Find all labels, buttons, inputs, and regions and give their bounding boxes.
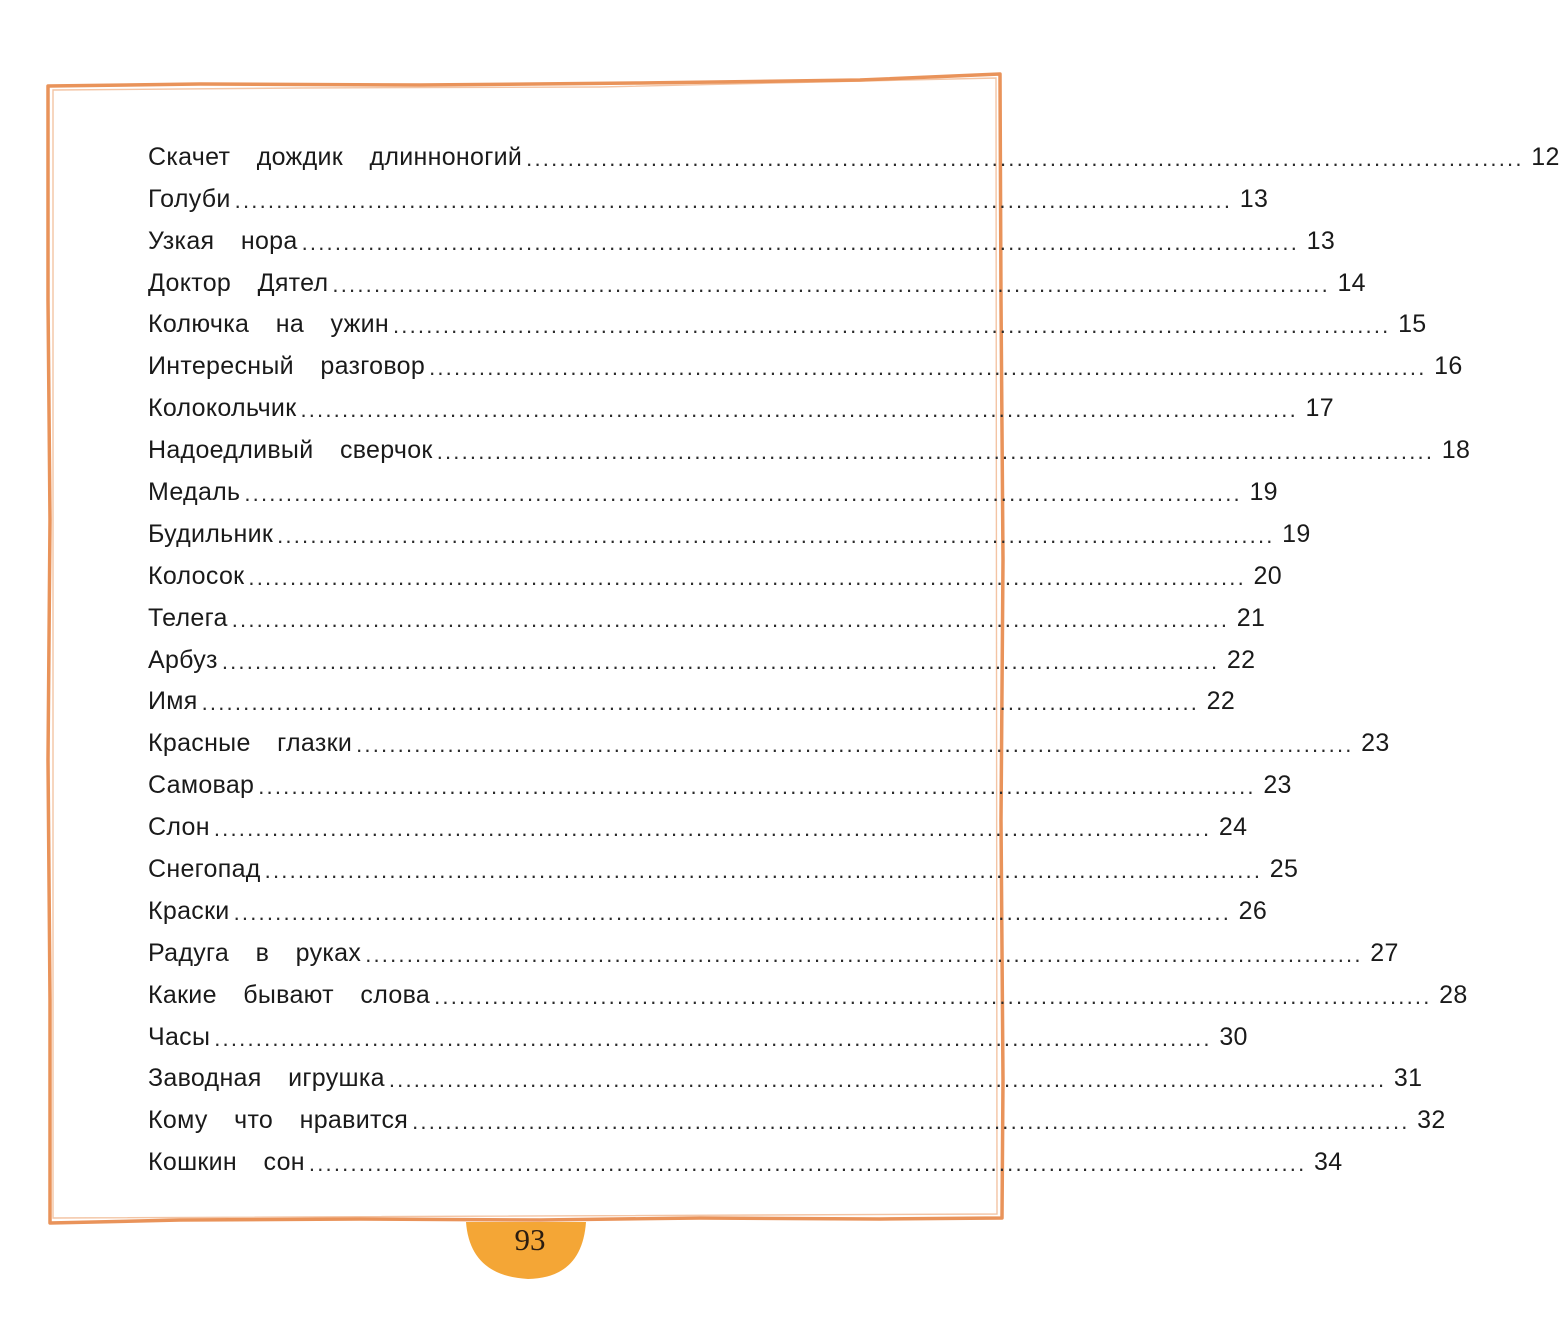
toc-entry-page: 21 — [1236, 603, 1266, 632]
toc-entry-title: Доктор Дятел — [148, 268, 329, 297]
toc-entry — [148, 1133, 1343, 1177]
toc-dot-leader: ........................................................................................................................ — [429, 355, 1427, 381]
toc-dot-leader: ........................................................................................................................ — [213, 816, 1212, 842]
toc-entry-title: Краски — [148, 896, 230, 925]
toc-entry-title: Интересный разговор — [148, 352, 426, 381]
toc-entry-title: Кому что нравится — [148, 1106, 409, 1135]
toc-dot-leader: ........................................................................................................................ — [277, 522, 1275, 548]
toc-entry-page: 31 — [1393, 1064, 1423, 1093]
toc-dot-leader: ........................................................................................................................ — [301, 229, 1300, 255]
toc-entry-page: 12 — [1531, 142, 1560, 171]
toc-entry — [148, 589, 1266, 632]
toc-dot-leader: ........................................................................................................................ — [412, 1109, 1410, 1135]
toc-entry-page: 13 — [1239, 184, 1269, 213]
toc-entry-page: 23 — [1263, 771, 1292, 800]
toc-entry — [148, 882, 1268, 925]
toc-entry — [148, 421, 1471, 465]
toc-dot-leader: ........................................................................................................................ — [221, 648, 1220, 674]
toc-entry-title: Заводная игрушка — [148, 1064, 385, 1093]
toc-entry-title: Надоедливый сверчок — [148, 436, 433, 465]
toc-entry — [148, 840, 1299, 884]
toc-entry-page: 22 — [1226, 645, 1256, 674]
toc-entry — [148, 798, 1248, 842]
toc-entry — [148, 547, 1282, 590]
toc-entry-page: 25 — [1269, 855, 1299, 884]
toc-entry-page: 14 — [1337, 268, 1366, 297]
toc-entry-title: Снегопад — [148, 855, 261, 884]
toc-entry — [148, 924, 1399, 967]
toc-entry-title: Скачет дождик длинноногий — [148, 142, 523, 171]
toc-dot-leader: ........................................................................................................................ — [356, 732, 1354, 758]
toc-entry-title: Узкая нора — [148, 226, 298, 255]
toc-entry-page: 18 — [1441, 436, 1471, 465]
toc-dot-leader: ........................................................................................................................ — [258, 774, 1256, 800]
toc-dot-leader: ........................................................................................................................ — [244, 481, 1242, 507]
toc-entry-title: Голуби — [148, 184, 231, 213]
toc-dot-leader: ........................................................................................................................ — [332, 271, 1330, 297]
toc-dot-leader: ........................................................................................................................ — [393, 313, 1391, 339]
toc-entry-page: 19 — [1282, 519, 1311, 548]
toc-entry-page: 32 — [1417, 1106, 1446, 1135]
toc-entry — [148, 1008, 1248, 1051]
toc-entry-page: 27 — [1370, 938, 1399, 967]
toc-dot-leader: ........................................................................................................................ — [434, 983, 1432, 1009]
toc-dot-leader: ........................................................................................................................ — [248, 564, 1246, 590]
toc-entry-title: Арбуз — [148, 645, 218, 674]
toc-entry-title: Красные глазки — [148, 729, 353, 758]
table-of-contents — [148, 128, 1560, 1177]
toc-entry-page: 17 — [1305, 394, 1334, 423]
toc-entry — [148, 337, 1463, 381]
toc-dot-leader: ........................................................................................................................ — [214, 1025, 1212, 1051]
toc-entry — [148, 631, 1256, 674]
toc-entry — [148, 1050, 1423, 1093]
toc-entry-page: 15 — [1398, 310, 1427, 339]
toc-entry-title: Будильник — [148, 519, 274, 548]
toc-entry — [148, 463, 1278, 507]
toc-dot-leader: ........................................................................................................................ — [234, 187, 1233, 213]
toc-entry-title: Имя — [148, 687, 198, 716]
toc-dot-leader: ........................................................................................................................ — [300, 397, 1298, 423]
toc-dot-leader: ........................................................................................................................ — [264, 858, 1263, 884]
toc-dot-leader: ........................................................................................................................ — [231, 606, 1230, 632]
toc-entry-page: 20 — [1253, 561, 1282, 590]
toc-entry-title: Колосок — [148, 561, 245, 590]
toc-entry-page: 26 — [1238, 896, 1268, 925]
toc-entry — [148, 756, 1292, 800]
toc-entry-title: Самовар — [148, 771, 255, 800]
toc-entry — [148, 170, 1269, 213]
toc-entry-page: 16 — [1434, 352, 1463, 381]
toc-entry-title: Часы — [148, 1022, 211, 1051]
toc-entry — [148, 966, 1468, 1009]
toc-entry-title: Какие бывают слова — [148, 980, 431, 1009]
toc-entry — [148, 128, 1560, 171]
toc-entry — [148, 212, 1336, 255]
toc-entry-title: Радуга в руках — [148, 938, 362, 967]
toc-dot-leader: ........................................................................................................................ — [526, 145, 1524, 171]
toc-entry-title: Телега — [148, 603, 228, 632]
toc-entry — [148, 714, 1390, 758]
toc-entry-title: Кошкин сон — [148, 1148, 305, 1177]
toc-entry-title: Слон — [148, 813, 210, 842]
toc-entry — [148, 296, 1427, 339]
toc-entry-title: Колокольчик — [148, 394, 297, 423]
toc-dot-leader: ........................................................................................................................ — [201, 690, 1200, 716]
toc-entry — [148, 673, 1236, 716]
toc-dot-leader: ........................................................................................................................ — [365, 941, 1363, 967]
toc-entry-page: 30 — [1219, 1022, 1248, 1051]
toc-entry-page: 34 — [1313, 1148, 1343, 1177]
toc-entry — [148, 379, 1334, 423]
toc-entry — [148, 505, 1311, 548]
toc-entry-page: 28 — [1439, 980, 1468, 1009]
toc-entry — [148, 254, 1366, 297]
page-number: 93 — [514, 1222, 546, 1257]
toc-entry — [148, 1091, 1446, 1135]
toc-dot-leader: ........................................................................................................................ — [308, 1151, 1307, 1177]
toc-entry-page: 23 — [1361, 729, 1390, 758]
toc-dot-leader: ........................................................................................................................ — [436, 439, 1435, 465]
toc-dot-leader: ........................................................................................................................ — [388, 1067, 1387, 1093]
toc-entry-page: 24 — [1218, 813, 1248, 842]
toc-entry-page: 13 — [1306, 226, 1336, 255]
toc-entry-page: 22 — [1206, 687, 1236, 716]
toc-entry-title: Медаль — [148, 478, 241, 507]
toc-dot-leader: ........................................................................................................................ — [233, 899, 1232, 925]
toc-entry-page: 19 — [1249, 478, 1278, 507]
toc-entry-title: Колючка на ужин — [148, 310, 389, 339]
